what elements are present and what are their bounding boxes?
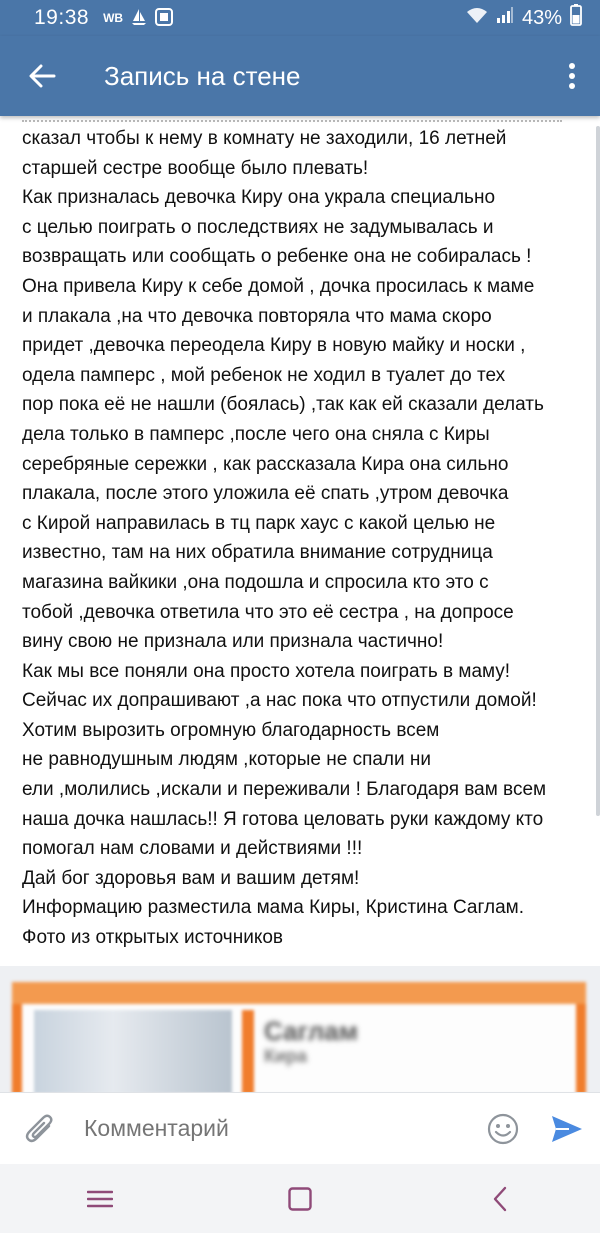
send-icon (551, 1115, 583, 1143)
post-line: Хотим вырозить огромную благодарность всем (22, 719, 440, 741)
post-content[interactable] (0, 116, 600, 1092)
photo-banner (12, 982, 586, 1004)
system-nav-bar (0, 1164, 600, 1233)
post-line: известно, там на них обратилa внимание сотрудница (22, 542, 493, 564)
home-button[interactable] (200, 1164, 400, 1233)
post-line: Она привела Киру к себе домой , дочка просилась к маме (22, 275, 535, 297)
post-line: возвращать или сообщать о ребенке она не собиралась ! (22, 246, 532, 268)
paperclip-icon (25, 1112, 55, 1146)
post-line: Как мы все поняли она просто хотела поиграть в маму! (22, 660, 511, 682)
app-icon (155, 8, 173, 29)
attach-button[interactable] (0, 1093, 80, 1165)
smile-icon (487, 1113, 519, 1145)
photo-portrait (34, 1010, 232, 1092)
post-line: Дай бог здоровья вам и вашим детям! (22, 867, 360, 889)
post-line: придет ,девочка переодела Киру в новую майку и носки , (22, 335, 526, 357)
post-line: тобой ,девочка ответила что это её сестра , на допросе (22, 601, 514, 623)
post-line: Информацию разместила мама Киры, Кристина Саглам. (22, 897, 524, 919)
back-button[interactable] (0, 36, 84, 116)
post-line: помогал нам словами и действиями !!! (22, 838, 363, 860)
wifi-icon (466, 6, 488, 30)
status-bar (0, 0, 600, 36)
status-right (466, 4, 582, 32)
post-line: ели ,молились ,искали и переживали ! Благодаря вам всем (22, 779, 547, 801)
page-title: Запись на стене (104, 60, 301, 91)
post-line: наша дочка нашлась!! Я готова целовать руки каждому кто (22, 808, 544, 830)
scrollbar[interactable] (596, 126, 600, 816)
more-options-button[interactable] (544, 36, 600, 116)
battery-icon (570, 4, 582, 32)
send-button[interactable] (534, 1093, 600, 1165)
post-line: с целью поиграть о последствиях не задумывалась и (22, 216, 494, 238)
recent-apps-icon (87, 1189, 113, 1209)
comment-bar (0, 1092, 600, 1164)
home-icon (288, 1187, 312, 1211)
battery-percent: 43% (521, 6, 562, 29)
post-line: дела только в памперс ,после чего она сняла с Киры (22, 423, 490, 445)
app-bar (0, 36, 600, 116)
photo-surname: Саглам (264, 1016, 358, 1046)
post-line: и плакала ,на что девочка повторяла что мама скоро (22, 305, 492, 327)
post-line: Как призналась девочка Киру она украла специально (22, 187, 496, 209)
post-attachment[interactable] (0, 966, 600, 1092)
signal-icon (496, 6, 514, 30)
post-line: Сейчас их допрашивают ,а нас пока что отпустили домой! (22, 690, 537, 712)
wb-icon: WB (103, 11, 124, 25)
post-line: с Кирой направилась в тц парк хаус с какой целью не (22, 512, 496, 534)
photo-first-name: Кира (264, 1046, 308, 1066)
sailboat-icon (131, 8, 147, 29)
post-line: магазина вайкики ,она подошла и спросила кто это с (22, 571, 489, 593)
system-back-button[interactable] (400, 1164, 600, 1233)
post-line: пор пока её не нашли (боялась) ,так как ей сказали делать (22, 394, 544, 416)
notification-icons (103, 8, 173, 29)
post-line: одела памперс , мой ребенок не ходил в туалет до тех (22, 364, 506, 386)
recent-apps-button[interactable] (0, 1164, 200, 1233)
photo-divider (242, 1010, 254, 1092)
comment-input[interactable] (80, 1093, 472, 1165)
status-time: 19:38 (34, 6, 90, 29)
post-text (22, 124, 588, 953)
post-line: вину свою не признала или признала частично! (22, 631, 444, 653)
post-line: сказал чтобы к нему в комнату не заходили, 16 летней (22, 128, 507, 149)
post-line: не равнодушным людям ,которые не спали ни (22, 749, 432, 771)
more-vertical-icon (568, 63, 576, 89)
attached-photo[interactable] (12, 982, 586, 1092)
chevron-left-icon (493, 1186, 507, 1212)
post-line: старшей сестре вообще было плевать! (22, 157, 369, 179)
post-line: серебряные сережки , как рассказала Кира она сильно (22, 453, 509, 475)
post-line: Фото из открытых источников (22, 927, 283, 949)
emoji-button[interactable] (472, 1093, 534, 1165)
arrow-left-icon (28, 64, 56, 88)
post-line: плакала, после этого уложила её спать ,утром девочка (22, 483, 509, 505)
